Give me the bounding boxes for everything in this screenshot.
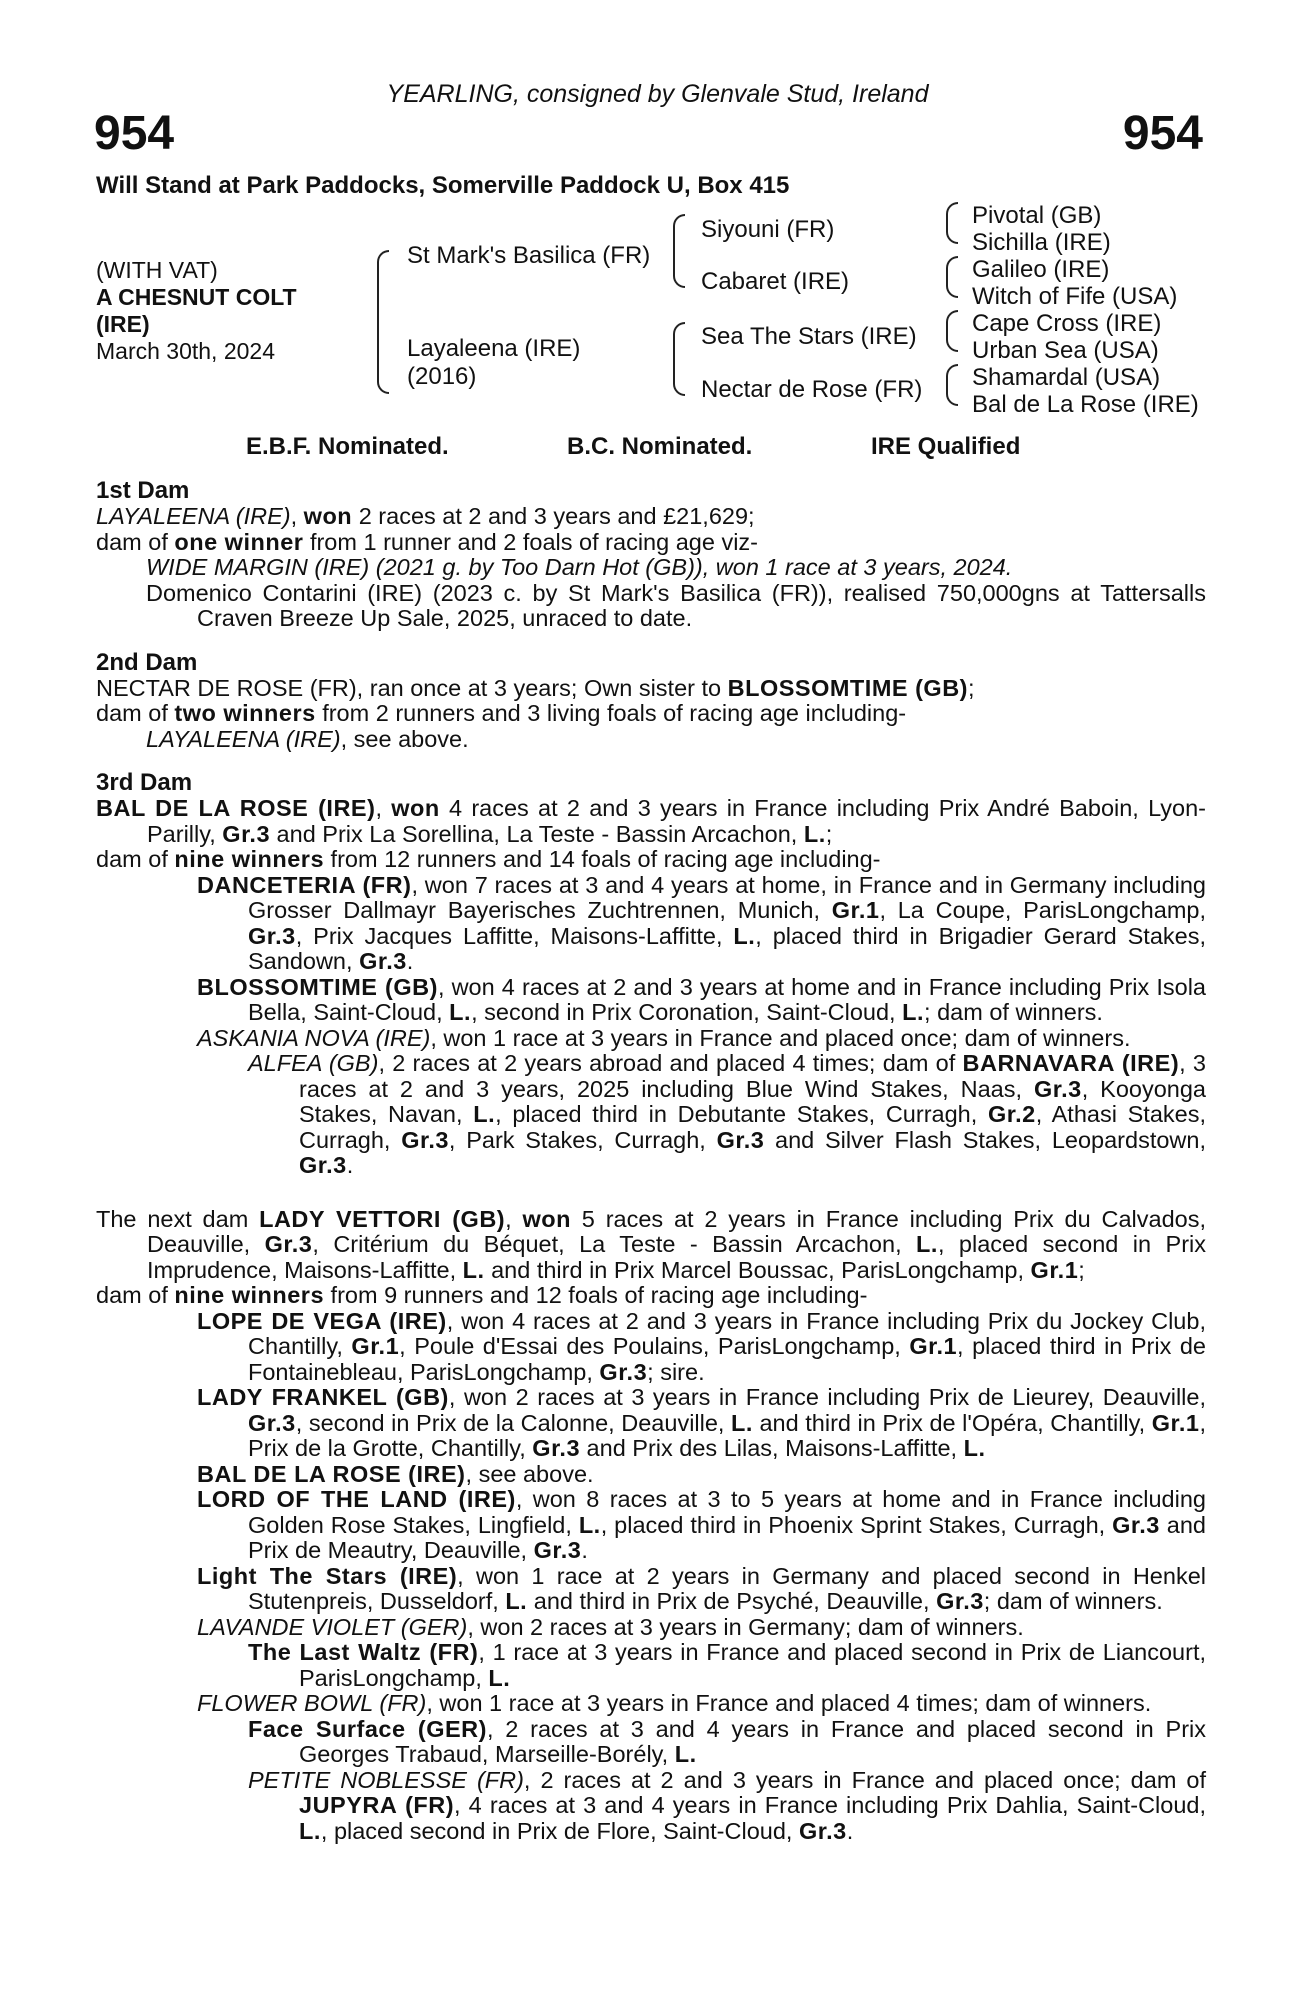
pedigree-dd: Nectar de Rose (FR): [701, 376, 923, 403]
bc-nominated: B.C. Nominated.: [567, 433, 753, 460]
produce-lady-frankel: LADY FRANKEL (GB), won 2 races at 3 years in France including Prix de Lieurey, Deauville, Gr.3, second in Prix de la Calonne, Deauville, L. and third in Prix de l'Opéra, Chantilly, Gr.1, Prix de la Grotte, Chantilly, Gr.3 and Prix des Lilas, Maisons-Laffitte, L.: [197, 1384, 1206, 1461]
pedigree-dam: Layaleena (IRE): [407, 335, 581, 362]
produce-lavande-violet: LAVANDE VIOLET (GER), won 2 races at 3 years in Germany; dam of winners.: [197, 1613, 1024, 1640]
foaling-date: March 30th, 2024: [96, 338, 276, 364]
next-dam-lady-vettori: The next dam LADY VETTORI (GB), won 5 races at 2 years in France including Prix du Calvados, Deauville, Gr.3, Critérium du Béquet, La Teste - Bassin Arcachon, L., placed second in Prix Imprudence, Maisons-Laffitte, L. and third in Prix Marcel Boussac, ParisLongchamp, Gr.1;: [96, 1205, 1207, 1283]
horse-identity: [96, 257, 297, 365]
pedigree-brace-sd: [946, 256, 958, 298]
first-dam-produce: dam of one winner from 1 runner and 2 foals of racing age viz-: [96, 528, 758, 555]
produce-petite-noblesse: PETITE NOBLESSE (FR), 2 races at 2 and 3 years in France and placed once; dam of JUPYRA (FR), 4 races at 3 and 4 years in France including Prix Dahlia, Saint-Cloud, L., placed second in Prix de Flore, Saint-Cloud, Gr.3.: [248, 1766, 1207, 1844]
produce-the-last-waltz: The Last Waltz (FR), 1 race at 3 years in France and placed second in Prix de Liancourt, ParisLongchamp, L.: [248, 1639, 1206, 1691]
produce-domenico-contarini: Domenico Contarini (IRE) (2023 c. by St Mark's Basilica (FR)), realised 750,000gns at Tattersalls Craven Breeze Up Sale, 2025, unraced to date.: [146, 579, 1206, 631]
pedigree-dsd: Urban Sea (USA): [972, 337, 1159, 364]
vat-note: (WITH VAT): [96, 257, 218, 283]
produce-wide-margin: WIDE MARGIN (IRE) (2021 g. by Too Darn Hot (GB)), won 1 race at 3 years, 2024.: [146, 554, 1013, 580]
produce-face-surface: Face Surface (GER), 2 races at 3 and 4 years in France and placed second in Prix Georges Trabaud, Marseille-Borély, L.: [248, 1715, 1207, 1767]
produce-danceteria: DANCETERIA (FR), won 7 races at 3 and 4 years at home, in France and in Germany including Grosser Dallmayr Bayerisches Zuchtrennen, Munich, Gr.1, La Coupe, ParisLongchamp, Gr.3, Prix Jacques Laffitte, Maisons-Laffitte, L., placed third in Brigadier Gerard Stakes, Sandown, Gr.3.: [197, 871, 1207, 974]
consignment-line: YEARLING, consigned by Glenvale Stud, Ireland: [386, 80, 929, 108]
produce-lord-of-the-land: LORD OF THE LAND (IRE), won 8 races at 3 to 5 years at home and in France including Golden Rose Stakes, Lingfield, L., placed third in Phoenix Sprint Stakes, Curragh, Gr.3 and Prix de Meautry, Deauville, Gr.3.: [197, 1486, 1206, 1563]
produce-flower-bowl: FLOWER BOWL (FR), won 1 race at 3 years in France and placed 4 times; dam of winners.: [197, 1690, 1152, 1716]
produce-askania-nova: ASKANIA NOVA (IRE), won 1 race at 3 years in France and placed once; dam of winners.: [197, 1024, 1131, 1051]
second-dam-produce: dam of two winners from 2 runners and 3 living foals of racing age including-: [96, 700, 907, 726]
pedigree-sds: Galileo (IRE): [972, 256, 1110, 283]
produce-alfea: ALFEA (GB), 2 races at 2 years abroad and placed 4 times; dam of BARNAVARA (IRE), 3 races at 2 and 3 years, 2025 including Blue Wind Stakes, Naas, Gr.3, Kooyonga Stakes, Navan, L., placed third in Debutante Stakes, Curragh, Gr.2, Athasi Stakes, Curragh, Gr.3, Park Stakes, Curragh, Gr.3 and Silver Flash Stakes, Leopardstown, Gr.3.: [248, 1050, 1206, 1178]
pedigree-ds: Sea The Stars (IRE): [701, 323, 917, 350]
pedigree-ddd: Bal de La Rose (IRE): [972, 391, 1199, 418]
pedigree-ss: Siyouni (FR): [701, 216, 835, 243]
pedigree-dam-year: (2016): [407, 363, 477, 390]
third-dam-produce: dam of nine winners from 12 runners and 14 foals of racing age including-: [96, 846, 881, 872]
pedigree-dds: Shamardal (USA): [972, 364, 1161, 391]
pedigree-sss: Pivotal (GB): [972, 202, 1102, 229]
pedigree-dss: Cape Cross (IRE): [972, 310, 1162, 337]
lot-number-left: 954: [94, 107, 175, 160]
lot-number-right: 954: [1122, 107, 1203, 160]
pedigree-brace-ss: [946, 202, 958, 244]
produce-layaleena: LAYALEENA (IRE), see above.: [146, 725, 469, 752]
pedigree-brace-dam: [673, 322, 685, 396]
pedigree-sdd: Witch of Fife (USA): [972, 283, 1178, 310]
pedigree-brace-ds: [946, 310, 958, 352]
pedigree-sd: Cabaret (IRE): [701, 268, 850, 295]
first-dam-title: 1st Dam: [96, 477, 190, 504]
ebf-nominated: E.B.F. Nominated.: [246, 433, 449, 460]
next-dam-produce: dam of nine winners from 9 runners and 12 foals of racing age including-: [96, 1282, 868, 1308]
third-dam-bal-de-la-rose: BAL DE LA ROSE (IRE), won 4 races at 2 and 3 years in France including Prix André Baboin, Lyon-Parilly, Gr.3 and Prix La Sorellina, La Teste - Bassin Arcachon, L.;: [96, 795, 1206, 847]
produce-lope-de-vega: LOPE DE VEGA (IRE), won 4 races at 2 and 3 years in France including Prix du Jockey Club, Chantilly, Gr.1, Poule d'Essai des Poulains, ParisLongchamp, Gr.1, placed third in Prix de Fontainebleau, ParisLongchamp, Gr.3; sire.: [197, 1307, 1206, 1385]
pedigree-brace-dd: [946, 364, 958, 406]
first-dam-line: LAYALEENA (IRE), won 2 races at 2 and 3 years and £21,629;: [96, 503, 755, 529]
produce-blossomtime: BLOSSOMTIME (GB), won 4 races at 2 and 3 years at home and in France including Prix Isola Bella, Saint-Cloud, L., second in Prix Coronation, Saint-Cloud, L.; dam of winners.: [197, 973, 1206, 1025]
second-dam-title: 2nd Dam: [96, 648, 198, 676]
pedigree-brace-main: [377, 250, 389, 394]
catalogue-text: [96, 478, 1206, 1844]
third-dam-title: 3rd Dam: [96, 769, 193, 796]
stand-location: Will Stand at Park Paddocks, Somerville Paddock U, Box 415: [96, 172, 790, 199]
second-dam-line: NECTAR DE ROSE (FR), ran once at 3 years; Own sister to BLOSSOMTIME (GB);: [96, 674, 975, 701]
horse-name: A CHESNUT COLT: [96, 284, 297, 310]
pedigree-ssd: Sichilla (IRE): [972, 229, 1111, 256]
ire-qualified: IRE Qualified: [871, 433, 1021, 460]
horse-name-country: (IRE): [96, 311, 150, 337]
pedigree-sire: St Mark's Basilica (FR): [407, 242, 651, 269]
produce-light-the-stars: Light The Stars (IRE), won 1 race at 2 years in Germany and placed second in Henkel Stutenpreis, Dusseldorf, L. and third in Prix de Psyché, Deauville, Gr.3; dam of winners.: [197, 1562, 1206, 1614]
pedigree-brace-sire: [673, 214, 685, 288]
produce-bal-de-la-rose: BAL DE LA ROSE (IRE), see above.: [197, 1460, 594, 1487]
